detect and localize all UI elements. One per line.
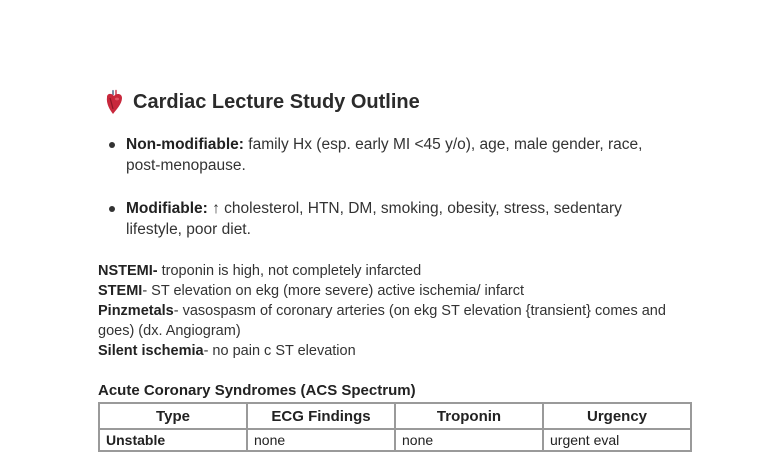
title-text: Cardiac Lecture Study Outline bbox=[133, 90, 420, 113]
column-header: Urgency bbox=[543, 403, 691, 429]
definition-line bbox=[98, 281, 698, 301]
definition-term: NSTEMI- bbox=[98, 263, 158, 279]
column-header: Troponin bbox=[395, 403, 543, 429]
page-title bbox=[103, 86, 420, 118]
table-cell: urgent eval bbox=[543, 429, 691, 451]
risk-factor-label: Modifiable: bbox=[126, 200, 208, 217]
definition-text: - no pain c ST elevation bbox=[203, 343, 356, 359]
table-row bbox=[99, 429, 691, 451]
definition-term: Silent ischemia bbox=[98, 343, 204, 359]
definition-line bbox=[98, 261, 698, 281]
list-item bbox=[102, 134, 672, 176]
definition-text: troponin is high, not completely infarcted bbox=[157, 263, 422, 279]
acs-table bbox=[98, 402, 692, 452]
table-header-row bbox=[99, 403, 691, 429]
definition-line bbox=[98, 301, 698, 341]
table-cell: none bbox=[247, 429, 395, 451]
definition-text: - ST elevation on ekg (more severe) active ischemia/ infarct bbox=[142, 283, 525, 299]
definition-text: - vasospasm of coronary arteries (on ekg ST elevation {transient} comes and goes) (dx. Angiogram) bbox=[98, 303, 666, 339]
table-cell: none bbox=[395, 429, 543, 451]
list-item bbox=[102, 198, 672, 240]
acs-table-heading: Acute Coronary Syndromes (ACS Spectrum) bbox=[98, 382, 416, 399]
risk-factor-list bbox=[102, 134, 672, 240]
definition-term: Pinzmetals bbox=[98, 303, 174, 319]
definition-term: STEMI bbox=[98, 283, 143, 299]
definition-line bbox=[98, 341, 698, 361]
table-cell: Unstable bbox=[99, 429, 247, 451]
anatomical-heart-icon bbox=[103, 89, 125, 115]
risk-factor-text: family Hx (esp. early MI <45 y/o), age, male gender, race, post-menopause. bbox=[126, 136, 643, 174]
risk-factor-label: Non-modifiable: bbox=[126, 136, 244, 153]
definitions bbox=[98, 261, 698, 361]
column-header: Type bbox=[99, 403, 247, 429]
risk-factor-text: ↑ cholesterol, HTN, DM, smoking, obesity, stress, sedentary lifestyle, poor diet. bbox=[126, 200, 622, 238]
column-header: ECG Findings bbox=[247, 403, 395, 429]
